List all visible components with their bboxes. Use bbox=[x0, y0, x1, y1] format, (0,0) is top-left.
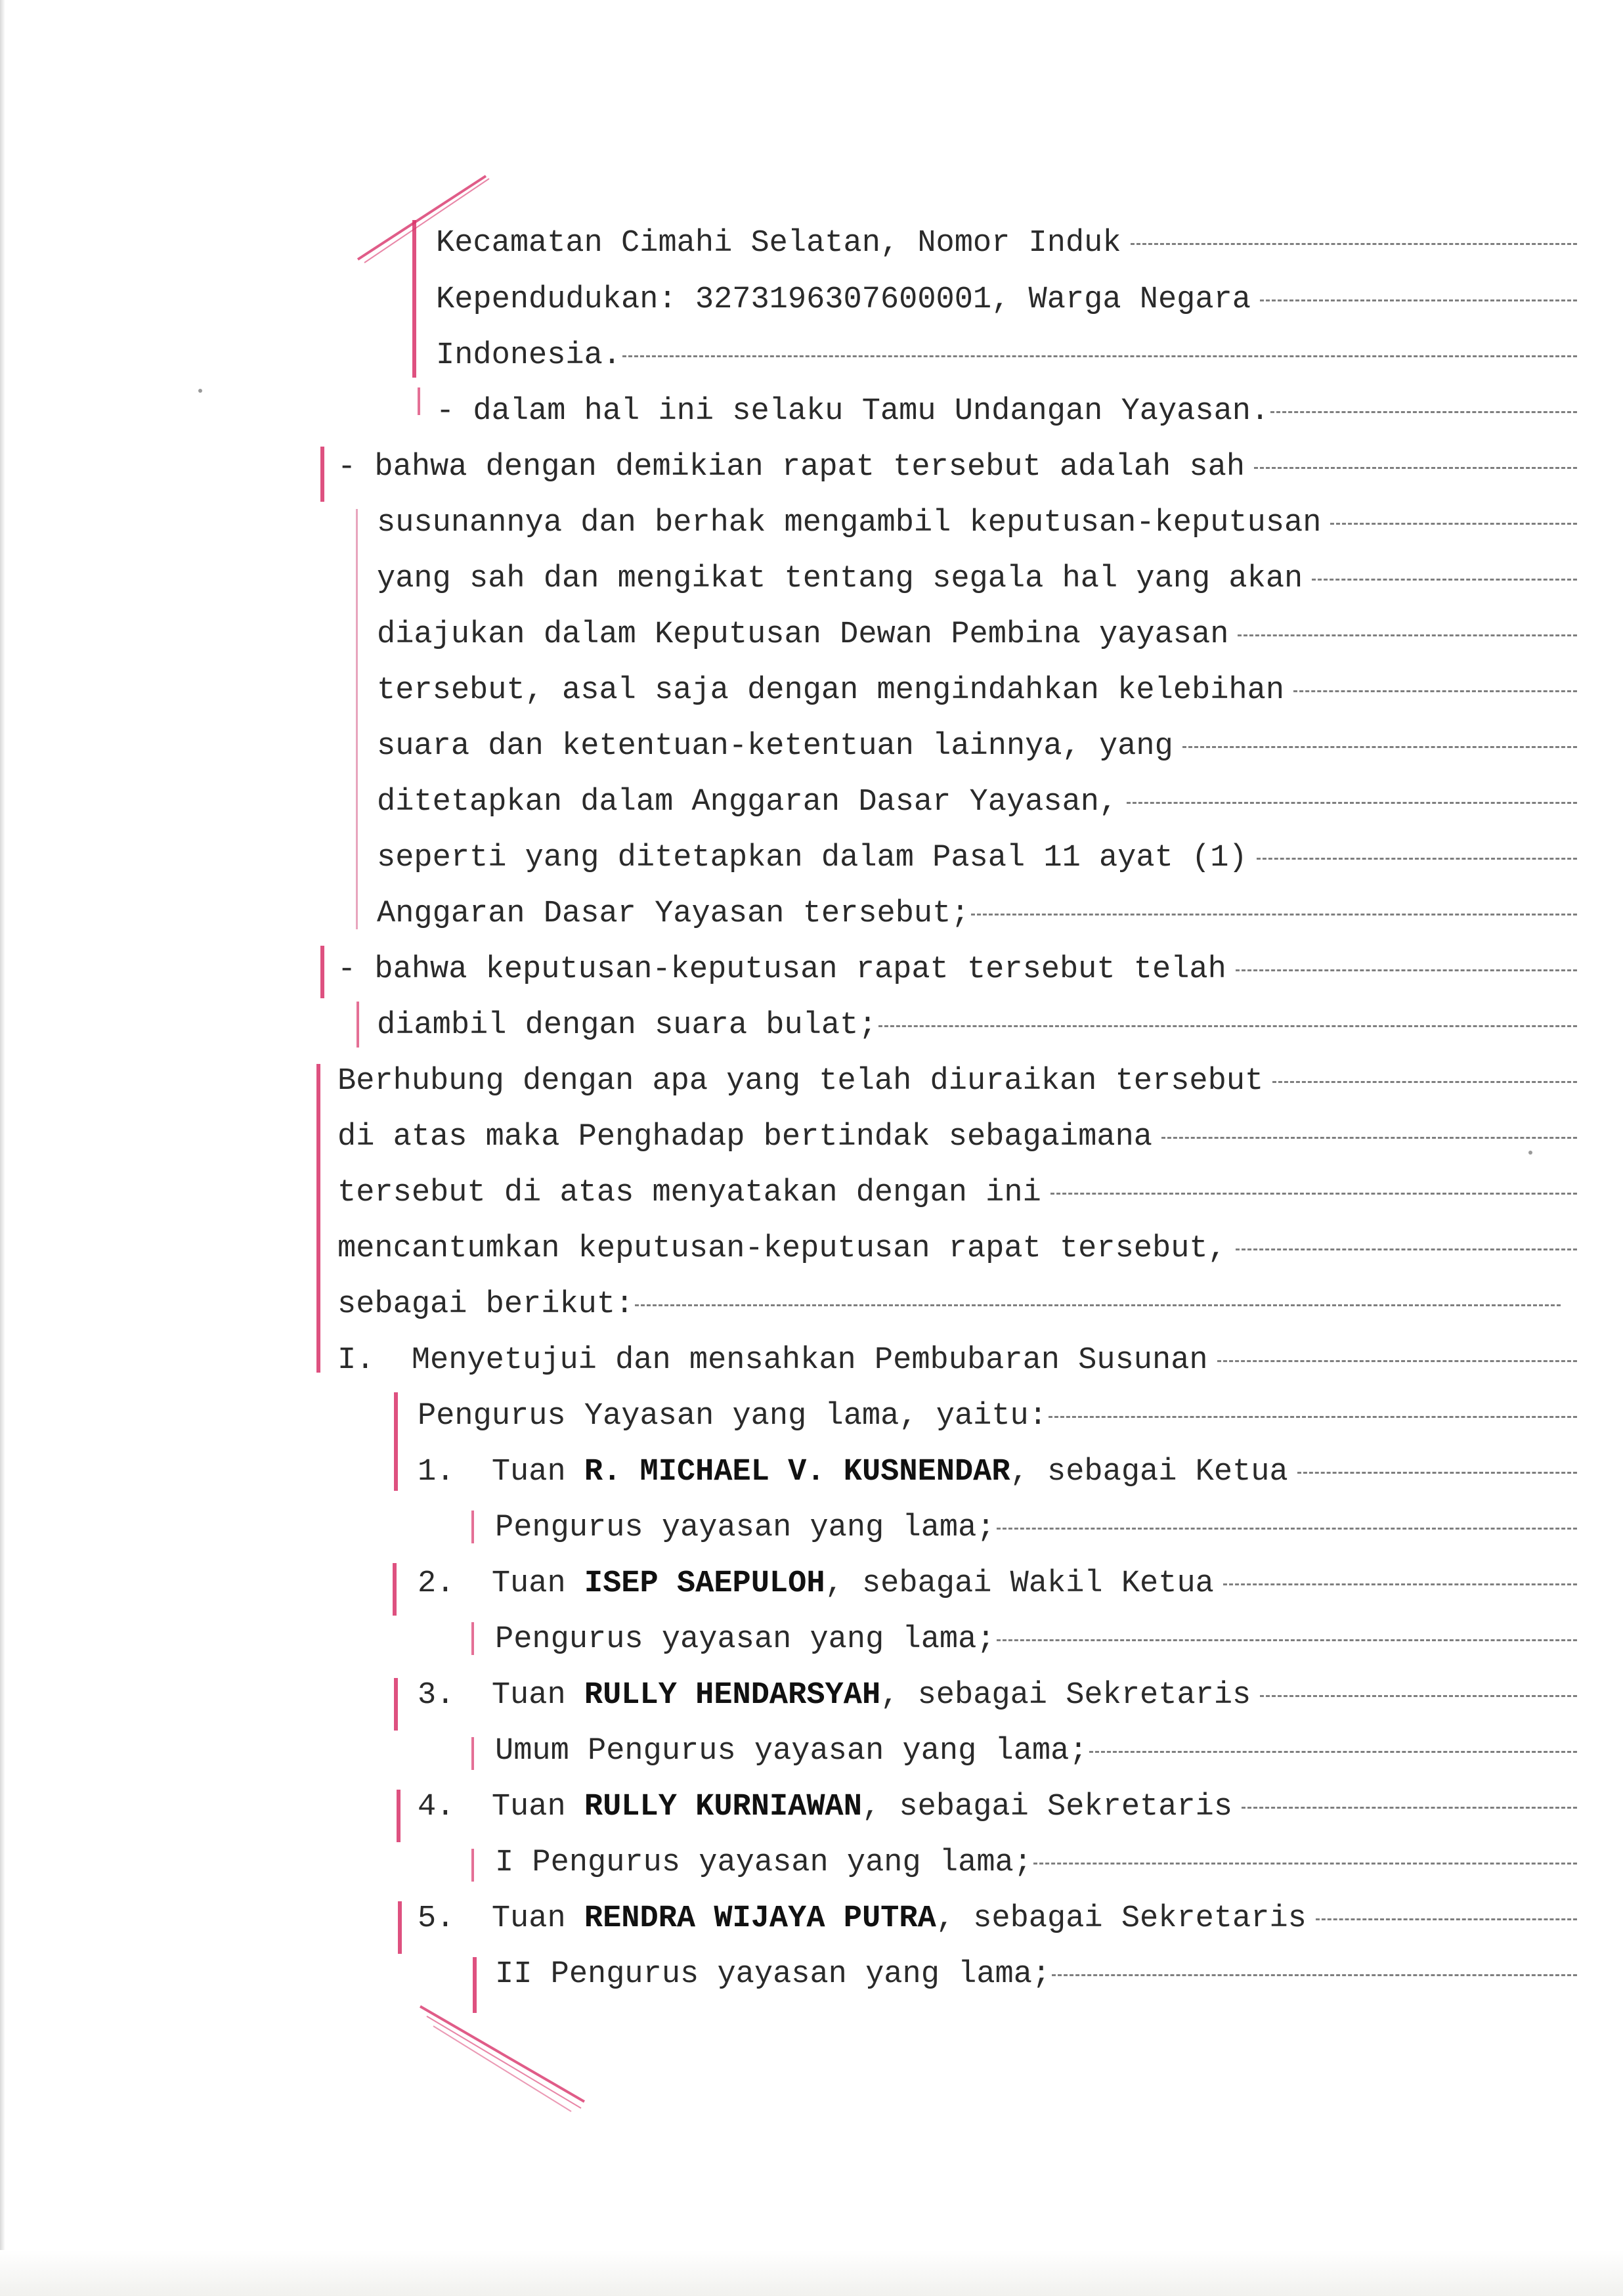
text-line: diambil dengan suara bulat; bbox=[377, 1006, 1577, 1046]
member-name: ISEP SAEPULOH bbox=[584, 1566, 825, 1601]
margin-mark bbox=[394, 1678, 398, 1731]
member-line: 1. Tuan R. MICHAEL V. KUSNENDAR, sebagai Ketua bbox=[418, 1453, 1577, 1492]
margin-mark bbox=[471, 1849, 474, 1882]
member-line: 3. Tuan RULLY HENDARSYAH, sebagai Sekretaris bbox=[418, 1676, 1577, 1715]
member-line: 5. Tuan RENDRA WIJAYA PUTRA, sebagai Sekretaris bbox=[418, 1899, 1577, 1939]
text-line: I. Menyetujui dan mensahkan Pembubaran Susunan bbox=[337, 1341, 1577, 1380]
text-line: Kependudukan: 3273196307600001, Warga Negara bbox=[436, 280, 1577, 320]
margin-mark bbox=[471, 1511, 474, 1543]
text-line: sebagai berikut: bbox=[337, 1285, 1561, 1325]
margin-mark bbox=[471, 1737, 474, 1770]
margin-mark bbox=[357, 1002, 359, 1048]
margin-mark bbox=[471, 1622, 474, 1655]
member-name: RULLY HENDARSYAH bbox=[584, 1678, 881, 1713]
text-line: susunannya dan berhak mengambil keputusan-keputusan bbox=[377, 504, 1577, 543]
text-line: Indonesia. bbox=[436, 336, 1577, 376]
text-line: tersebut, asal saja dengan mengindahkan kelebihan bbox=[377, 671, 1577, 711]
text-line: Anggaran Dasar Yayasan tersebut; bbox=[377, 894, 1577, 934]
margin-mark bbox=[320, 946, 324, 998]
margin-mark bbox=[398, 1901, 402, 1954]
text-line: diajukan dalam Keputusan Dewan Pembina yayasan bbox=[377, 615, 1577, 655]
member-name: R. MICHAEL V. KUSNENDAR bbox=[584, 1455, 1010, 1490]
margin-mark bbox=[394, 1392, 398, 1491]
scan-bottom-shade bbox=[0, 2250, 1623, 2296]
text-line: Berhubung dengan apa yang telah diuraikan tersebut bbox=[337, 1062, 1577, 1101]
margin-mark bbox=[418, 387, 420, 415]
margin-mark bbox=[393, 1563, 397, 1616]
text-line: Pengurus yayasan yang lama; bbox=[495, 1509, 1577, 1548]
text-line: suara dan ketentuan-ketentuan lainnya, yang bbox=[377, 727, 1577, 766]
text-line: seperti yang ditetapkan dalam Pasal 11 ayat (1) bbox=[377, 839, 1577, 878]
text-line: di atas maka Penghadap bertindak sebagaimana bbox=[337, 1118, 1577, 1157]
member-name: RENDRA WIJAYA PUTRA bbox=[584, 1901, 936, 1936]
member-line: 4. Tuan RULLY KURNIAWAN, sebagai Sekretaris bbox=[418, 1788, 1577, 1827]
text-line: yang sah dan mengikat tentang segala hal yang akan bbox=[377, 560, 1577, 599]
margin-mark bbox=[320, 447, 324, 502]
text-line: Umum Pengurus yayasan yang lama; bbox=[495, 1732, 1577, 1771]
scan-speck bbox=[198, 389, 202, 393]
margin-mark bbox=[397, 1790, 400, 1842]
margin-mark bbox=[356, 509, 358, 929]
member-name: RULLY KURNIAWAN bbox=[584, 1790, 862, 1824]
text-line: tersebut di atas menyatakan dengan ini bbox=[337, 1174, 1577, 1213]
member-line: 2. Tuan ISEP SAEPULOH, sebagai Wakil Ketua bbox=[418, 1564, 1577, 1604]
text-line: Kecamatan Cimahi Selatan, Nomor Induk bbox=[436, 224, 1577, 263]
margin-mark bbox=[473, 1957, 477, 2013]
text-line: I Pengurus yayasan yang lama; bbox=[495, 1843, 1577, 1883]
margin-mark bbox=[316, 1064, 320, 1373]
text-line: Pengurus Yayasan yang lama, yaitu: bbox=[418, 1397, 1577, 1436]
text-line: ditetapkan dalam Anggaran Dasar Yayasan, bbox=[377, 783, 1577, 822]
margin-mark bbox=[412, 220, 416, 378]
text-line: Pengurus yayasan yang lama; bbox=[495, 1620, 1577, 1660]
text-line: mencantumkan keputusan-keputusan rapat tersebut, bbox=[337, 1229, 1577, 1269]
text-line: II Pengurus yayasan yang lama; bbox=[495, 1955, 1577, 1995]
text-line: - bahwa keputusan-keputusan rapat tersebut telah bbox=[337, 950, 1577, 990]
text-line: - bahwa dengan demikian rapat tersebut adalah sah bbox=[337, 448, 1577, 487]
text-line: - dalam hal ini selaku Tamu Undangan Yayasan. bbox=[436, 392, 1577, 431]
page-edge-shadow bbox=[0, 0, 5, 2296]
